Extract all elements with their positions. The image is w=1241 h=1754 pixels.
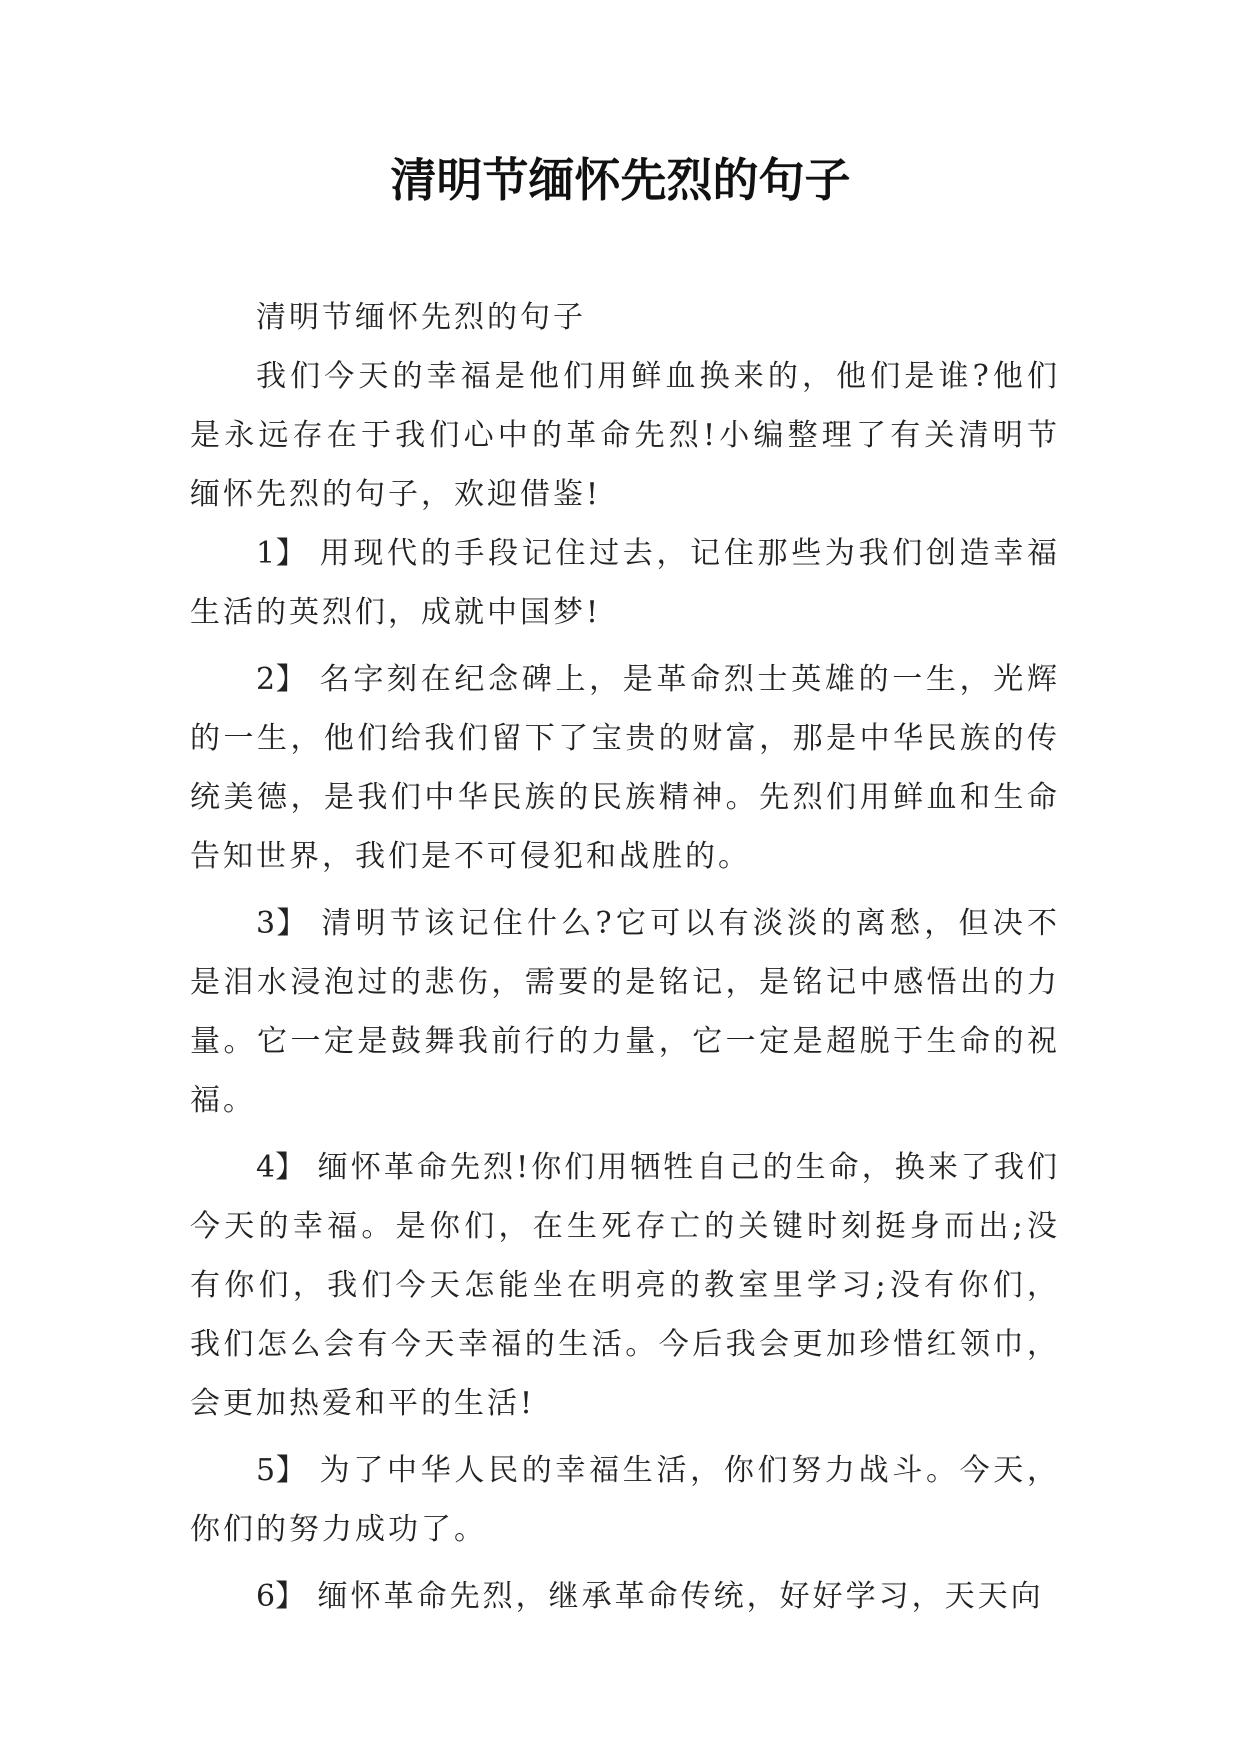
item-text: 名字刻在纪念碑上，是革命烈士英雄的一生，光辉的一生，他们给我们留下了宝贵的财富，那是中华民族的传统美德，是我们中华民族的民族精神。先烈们用鲜血和生命告知世界，我们是不可侵犯和战胜的。: [190, 662, 1060, 874]
list-item: [190, 524, 1060, 642]
item-number: 1】: [256, 536, 307, 571]
item-text: 缅怀革命先烈!你们用牺牲自己的生命，换来了我们今天的幸福。是你们，在生死存亡的关键时刻挺身而出;没有你们，我们今天怎能坐在明亮的教室里学习;没有你们，我们怎么会有今天幸福的生活。今后我会更加珍惜红领巾，会更加热爱和平的生活!: [190, 1150, 1060, 1421]
item-number: 6】: [256, 1579, 306, 1614]
list-item: [190, 1138, 1060, 1433]
item-text: 为了中华人民的幸福生活，你们努力战斗。今天，你们的努力成功了。: [190, 1453, 1060, 1547]
document-title: 清明节缅怀先烈的句子: [390, 153, 851, 207]
list-item: [190, 1441, 1060, 1559]
item-number: 4】: [256, 1150, 306, 1185]
item-text: 清明节该记住什么?它可以有淡淡的离愁，但决不是泪水浸泡过的悲伤，需要的是铭记，是铭记中感悟出的力量。它一定是鼓舞我前行的力量，它一定是超脱于生命的祝福。: [190, 906, 1060, 1118]
item-text: 缅怀革命先烈，继承革命传统，好好学习，天天向: [317, 1579, 1044, 1614]
item-text: 用现代的手段记住过去，记住那些为我们创造幸福生活的英烈们，成就中国梦!: [190, 536, 1060, 630]
item-number: 2】: [256, 662, 307, 697]
item-number: 3】: [256, 906, 308, 941]
document-subtitle: 清明节缅怀先烈的句子: [256, 300, 586, 335]
list-item: [190, 650, 1060, 886]
item-number: 5】: [256, 1453, 307, 1488]
intro-paragraph: 我们今天的幸福是他们用鲜血换来的，他们是谁?他们是永远存在于我们心中的革命先烈!小编整理了有关清明节缅怀先烈的句子，欢迎借鉴!: [190, 359, 1060, 512]
list-item: [190, 1567, 1060, 1626]
document-body: [190, 288, 1060, 1634]
list-item: [190, 894, 1060, 1130]
